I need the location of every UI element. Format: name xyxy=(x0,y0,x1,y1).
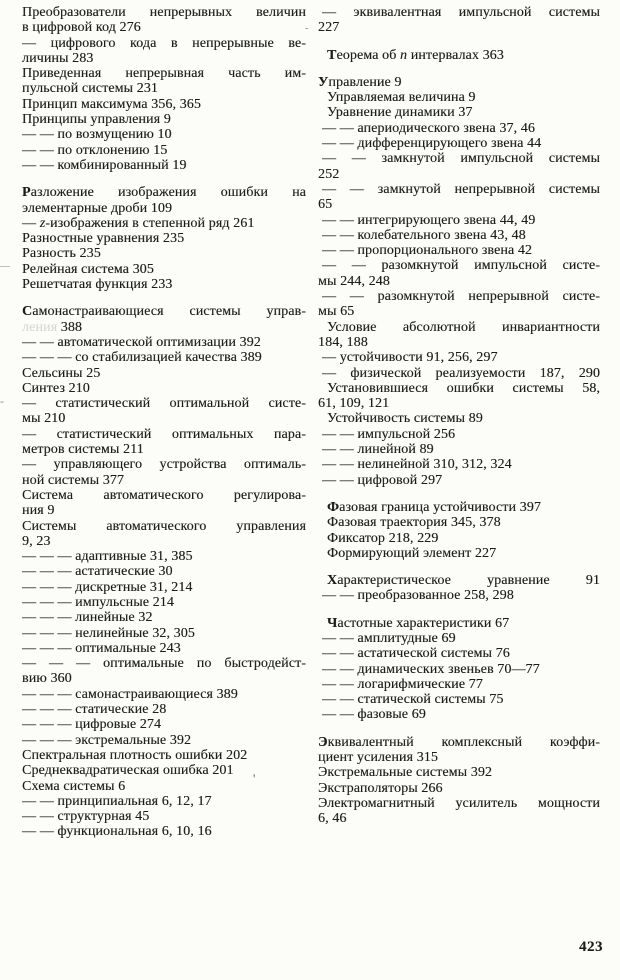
index-entry-line: в цифровой код 276 xyxy=(22,20,141,36)
index-entry-line: 9, 23 xyxy=(22,533,51,549)
index-entry-line: — устойчивости 91, 256, 297 xyxy=(322,350,498,366)
index-entry-line: Характеристическое уравнение 91 xyxy=(327,573,600,589)
index-entry-line: — — — цифровые 274 xyxy=(22,717,162,733)
index-entry-line: Сельсины 25 xyxy=(22,365,101,381)
index-entry-line: ния 9 xyxy=(22,503,55,519)
index-entry-line: — — — со стабилизацией качества 389 xyxy=(22,350,262,366)
index-entry-line: — — астатической системы 76 xyxy=(322,646,510,662)
index-entry-line: Преобразователи непрерывных величин xyxy=(22,5,306,20)
index-entry-line: — — линейной 89 xyxy=(322,442,434,458)
index-entry-line: 65 xyxy=(318,197,333,213)
index-entry-line: Синтез 210 xyxy=(22,380,90,396)
index-entry-line: — — — оптимальные 243 xyxy=(22,640,181,656)
index-entry-line: Разностные уравнения 235 xyxy=(22,231,185,247)
index-entry-line: Формирующий элемент 227 xyxy=(327,545,497,561)
index-entry-line: пульсной системы 231 xyxy=(22,81,158,97)
index-entry-line: — — замкнутой импульсной системы xyxy=(322,151,600,167)
index-entry-line: Экстремальные системы 392 xyxy=(318,765,493,781)
index-entry-line: — — — нелинейные 32, 305 xyxy=(22,625,195,641)
index-entry-line: ления 388 xyxy=(22,319,83,335)
index-entry-line: Фазовая граница устойчивости 397 xyxy=(327,499,541,515)
scan-artifact-dash: - xyxy=(305,23,309,34)
index-entry-line: — — колебательного звена 43, 48 xyxy=(322,227,526,243)
index-entry-line: Уравнение динамики 37 xyxy=(327,105,473,121)
index-entry-line: — — — экстремальные 392 xyxy=(22,732,192,748)
index-entry-line: Установившиеся ошибки системы 58, xyxy=(327,380,600,396)
index-entry-line: 227 xyxy=(318,20,340,36)
index-entry-line: Управление 9 xyxy=(318,74,402,90)
index-entry-line: элементарные дроби 109 xyxy=(22,200,173,216)
index-entry-line: мы 244, 248 xyxy=(318,273,390,289)
index-entry-line: Спектральная плотность ошибки 202 xyxy=(22,747,248,763)
index-entry-line: — — динамических звеньев 70—77 xyxy=(322,661,540,677)
index-entry-line: — — разомкнутой импульсной систе- xyxy=(322,258,600,274)
index-entry-line: 184, 188 xyxy=(318,334,368,350)
index-entry-line: — — нелинейной 310, 312, 324 xyxy=(322,457,512,473)
index-entry-line: — цифрового кода в непрерывные ве- xyxy=(22,35,306,51)
index-entry-line: — — функциональная 6, 10, 16 xyxy=(22,824,212,840)
index-entry-line: Принцип максимума 356, 365 xyxy=(22,96,201,112)
index-entry-line: Управляемая величина 9 xyxy=(327,90,476,106)
page-number: 423 xyxy=(579,939,603,955)
index-entry-line: — физической реализуемости 187, 290 xyxy=(322,365,600,381)
index-entry-line: Теорема об n интервалах 363 xyxy=(327,47,504,63)
index-entry-line: — — разомкнутой непрерывной систе- xyxy=(322,289,600,305)
index-entry-line: — — логарифмические 77 xyxy=(322,676,483,692)
index-entry-line: Экстраполяторы 266 xyxy=(318,780,443,796)
index-entry-line: 61, 109, 121 xyxy=(318,396,390,412)
index-entry-line: Условие абсолютной инвариантности xyxy=(327,319,600,335)
index-entry-line: — — амплитудные 69 xyxy=(322,630,456,646)
index-entry-line: — статистический оптимальных пара- xyxy=(22,426,306,442)
index-entry-line: мы 65 xyxy=(318,304,355,320)
index-entry-line: Системы автоматического управления xyxy=(22,518,306,534)
index-entry-line: Электромагнитный усилитель мощности xyxy=(318,795,600,811)
index-entry-line: метров системы 211 xyxy=(22,442,144,458)
index-entry-line: — — дифференцирующего звена 44 xyxy=(322,136,542,152)
index-entry-line: — — преобразованное 258, 298 xyxy=(322,588,514,604)
index-entry-line: — — — самонастраивающиеся 389 xyxy=(22,686,238,702)
index-entry-line: Принципы управления 9 xyxy=(22,112,171,128)
index-entry-line: — — — астатические 30 xyxy=(22,564,173,580)
index-entry-line: — — апериодического звена 37, 46 xyxy=(322,120,535,136)
index-entry-line: Фазовая траектория 345, 378 xyxy=(327,515,501,531)
index-entry-line: — — автоматической оптимизации 392 xyxy=(22,334,261,350)
index-entry-line: Фиксатор 218, 229 xyxy=(327,530,439,546)
index-entry-line: Схема системы 6 xyxy=(22,778,126,794)
index-entry-line: — — комбинированный 19 xyxy=(22,157,187,173)
index-entry-line: ной системы 377 xyxy=(22,472,125,488)
index-entry-line: циент усиления 315 xyxy=(318,750,438,766)
index-column-right xyxy=(318,5,600,827)
index-entry-line: личины 283 xyxy=(22,50,94,66)
index-entry-line: — z-изображения в степенной ряд 261 xyxy=(22,215,255,231)
index-entry-line: Приведенная непрерывная часть им- xyxy=(22,66,306,82)
index-entry-line: Разложение изображения ошибки на xyxy=(22,185,306,201)
index-entry-line: — — пропорционального звена 42 xyxy=(322,243,533,259)
index-entry-line: 252 xyxy=(318,166,340,182)
index-entry-line: — — статической системы 75 xyxy=(322,692,504,708)
index-entry-line: — — по отклонению 15 xyxy=(22,142,168,158)
index-entry-line: Разность 235 xyxy=(22,246,101,262)
index-entry-line: вию 360 xyxy=(22,671,72,687)
index-entry-line: — — — дискретные 31, 214 xyxy=(22,579,193,595)
index-entry-line: — — — статические 28 xyxy=(22,702,167,718)
faded-print-defect: ления xyxy=(22,319,58,335)
index-entry-line: — — замкнутой непрерывной системы xyxy=(322,181,600,197)
index-entry-line: — управляющего устройства оптималь- xyxy=(22,457,306,473)
index-entry-line: Самонастраивающиеся системы управ- xyxy=(22,304,306,320)
index-entry-line: — — — импульсные 214 xyxy=(22,594,174,610)
index-entry-line: — — интегрирующего звена 44, 49 xyxy=(322,212,536,228)
index-entry-line: Устойчивость системы 89 xyxy=(327,411,483,427)
index-entry-line: Эквивалентный комплексный коэффи- xyxy=(318,734,600,750)
scan-artifact-dash: — xyxy=(0,261,10,272)
index-entry-line: — — принципиальная 6, 12, 17 xyxy=(22,793,212,809)
index-entry-line: — — — адаптивные 31, 385 xyxy=(22,549,193,565)
scan-artifact-speck: ' xyxy=(253,771,256,786)
index-entry-line: — — импульсной 256 xyxy=(322,426,456,442)
index-entry-line: — — структурная 45 xyxy=(22,809,150,825)
index-entry-line: — — по возмущению 10 xyxy=(22,127,172,143)
index-column-left xyxy=(22,5,309,840)
index-entry-line: Релейная система 305 xyxy=(22,261,154,277)
index-entry-line: — — цифровой 297 xyxy=(322,472,443,488)
index-entry-line: — статистический оптимальной систе- xyxy=(22,396,306,412)
index-entry-line: — эквивалентная импульсной системы xyxy=(322,5,600,20)
index-entry-line: — — — линейные 32 xyxy=(22,610,153,626)
index-entry-line: — — — оптимальные по быстродейст- xyxy=(22,656,306,672)
index-entry-line: 6, 46 xyxy=(318,811,347,827)
index-entry-line: Частотные характеристики 67 xyxy=(327,615,510,631)
index-entry-line: Среднеквадратическая ошибка 201 xyxy=(22,763,234,779)
index-entry-line: мы 210 xyxy=(22,411,66,427)
index-entry-line: Решетчатая функция 233 xyxy=(22,277,173,293)
index-entry-line: Система автоматического регулирова- xyxy=(22,487,306,503)
index-entry-line: — — фазовые 69 xyxy=(322,707,426,723)
scan-artifact-dash: - xyxy=(0,394,4,408)
